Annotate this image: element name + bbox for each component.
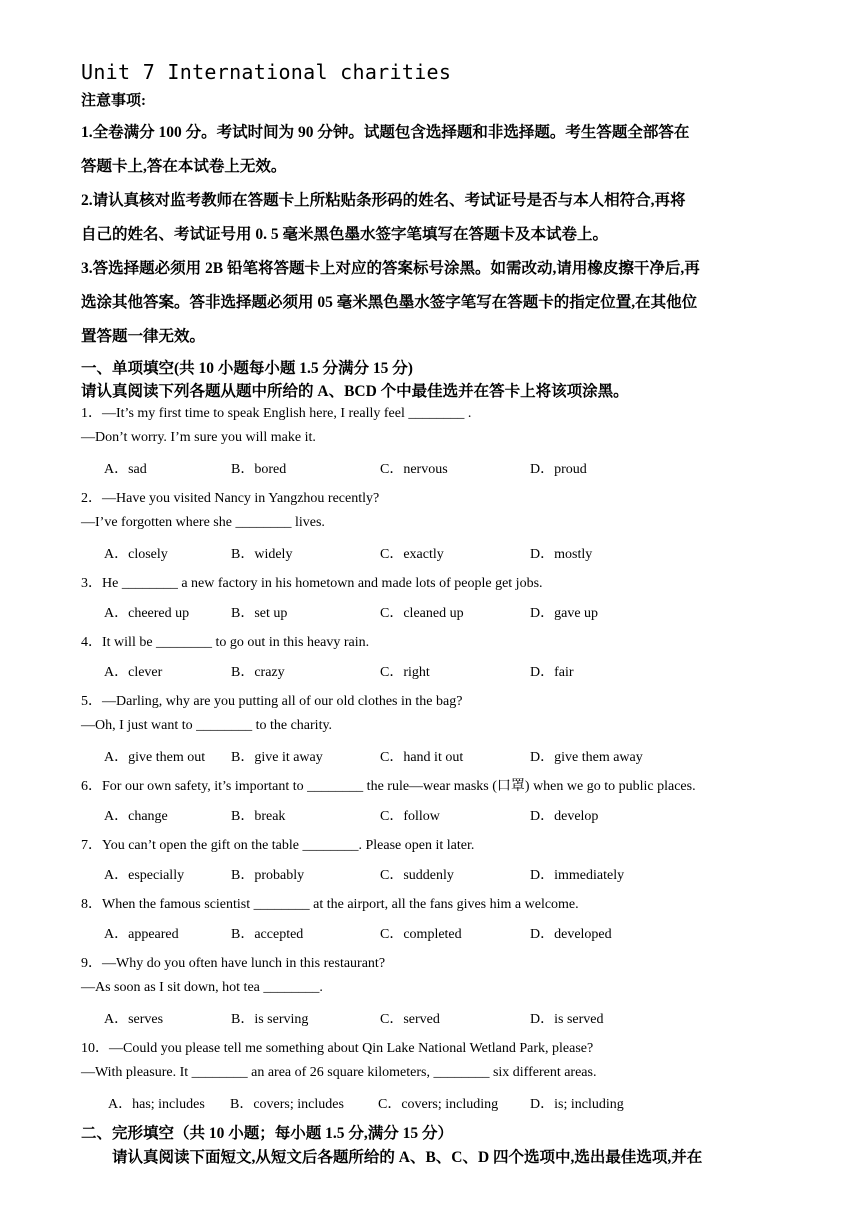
question-options xyxy=(104,543,804,561)
question-stem: 4．It will be ________ to go out in this heavy rain. xyxy=(81,635,370,650)
notice-line: 2.请认真核对监考教师在答题卡上所粘贴条形码的姓名、考试证号是否与本人相符合,再将 xyxy=(81,192,686,209)
option-b: B．widely xyxy=(231,547,293,562)
option-d: D．mostly xyxy=(530,547,593,562)
option-d: D．is; including xyxy=(530,1097,624,1112)
option-a: A．especially xyxy=(104,868,185,883)
question-options xyxy=(104,602,804,620)
option-c: C．right xyxy=(380,665,430,680)
question-stem: —Don’t worry. I’m sure you will make it. xyxy=(81,430,316,445)
question-stem: 9．—Why do you often have lunch in this restaurant? xyxy=(81,956,386,971)
notice-line: 自己的姓名、考试证号用 0. 5 毫米黑色墨水签字笔填写在答题卡及本试卷上。 xyxy=(81,226,609,243)
notice-line: 选涂其他答案。答非选择题必须用 05 毫米黑色墨水签字笔写在答题卡的指定位置,在其他位 xyxy=(81,294,698,311)
option-b: B．give it away xyxy=(231,750,323,765)
question-options xyxy=(104,458,804,476)
option-c: C．nervous xyxy=(380,462,448,477)
option-b: B．probably xyxy=(231,868,305,883)
page-title: Unit 7 International charities xyxy=(81,60,452,84)
question-stem: —With pleasure. It ________ an area of 26 square kilometers, ________ six different areas. xyxy=(81,1065,597,1080)
option-a: A．clever xyxy=(104,665,163,680)
option-b: B．is serving xyxy=(231,1012,309,1027)
question-stem: 7．You can’t open the gift on the table ________. Please open it later. xyxy=(81,838,475,853)
question-options xyxy=(104,661,804,679)
option-b: B．crazy xyxy=(231,665,285,680)
notice-heading: 注意事项: xyxy=(81,93,146,109)
section-2-instruction: 请认真阅读下面短文,从短文后各题所给的 A、B、C、D 四个选项中,选出最佳选项,并在 xyxy=(112,1149,703,1166)
question-options xyxy=(104,923,804,941)
question-options xyxy=(108,1093,808,1111)
option-c: C．cleaned up xyxy=(380,606,464,621)
option-d: D．gave up xyxy=(530,606,599,621)
option-c: C．suddenly xyxy=(380,868,454,883)
notice-line: 1.全卷满分 100 分。考试时间为 90 分钟。试题包含选择题和非选择题。考生答题全部答在 xyxy=(81,124,690,141)
option-b: B．break xyxy=(231,809,286,824)
question-stem: —Oh, I just want to ________ to the charity. xyxy=(81,718,333,733)
option-a: A．has; includes xyxy=(108,1097,205,1112)
notice-line: 答题卡上,答在本试卷上无效。 xyxy=(81,158,287,175)
section-1-title: 一、单项填空(共 10 小题每小题 1.5 分满分 15 分) xyxy=(81,360,413,377)
option-a: A．closely xyxy=(104,547,168,562)
section-2-title: 二、完形填空（共 10 小题；每小题 1.5 分,满分 15 分） xyxy=(81,1125,454,1142)
option-c: C．completed xyxy=(380,927,462,942)
option-a: A．change xyxy=(104,809,168,824)
question-stem: —I’ve forgotten where she ________ lives. xyxy=(81,515,325,530)
option-d: D．develop xyxy=(530,809,599,824)
option-c: C．follow xyxy=(380,809,440,824)
option-c: C．covers; including xyxy=(378,1097,499,1112)
section-1-instruction: 请认真阅读下列各题从题中所给的 A、BCD 个中最佳选并在答卡上将该项涂黑。 xyxy=(81,383,629,400)
question-stem: 10．—Could you please tell me something about Qin Lake National Wetland Park, please? xyxy=(81,1041,594,1056)
option-a: A．give them out xyxy=(104,750,206,765)
option-d: D．give them away xyxy=(530,750,643,765)
question-stem: 3．He ________ a new factory in his hometown and made lots of people get jobs. xyxy=(81,576,543,591)
option-d: D．developed xyxy=(530,927,612,942)
option-b: B．bored xyxy=(231,462,287,477)
option-c: C．hand it out xyxy=(380,750,464,765)
question-stem: 6．For our own safety, it’s important to ________ the rule—wear masks (口罩) when we go to public places. xyxy=(81,779,696,794)
option-a: A．serves xyxy=(104,1012,164,1027)
question-options xyxy=(104,864,804,882)
question-options xyxy=(104,746,804,764)
option-d: D．proud xyxy=(530,462,587,477)
option-c: C．exactly xyxy=(380,547,444,562)
question-options xyxy=(104,805,804,823)
option-b: B．covers; includes xyxy=(230,1097,344,1112)
option-b: B．accepted xyxy=(231,927,304,942)
question-stem: 2．—Have you visited Nancy in Yangzhou recently? xyxy=(81,491,380,506)
option-d: D．fair xyxy=(530,665,574,680)
question-options xyxy=(104,1008,804,1026)
option-a: A．appeared xyxy=(104,927,179,942)
question-stem: 1．—It’s my first time to speak English here, I really feel ________ . xyxy=(81,406,472,421)
option-a: A．sad xyxy=(104,462,147,477)
notice-line: 置答题一律无效。 xyxy=(81,328,206,345)
notice-line: 3.答选择题必须用 2B 铅笔将答题卡上对应的答案标号涂黑。如需改动,请用橡皮擦干净后,再 xyxy=(81,260,700,277)
option-c: C．served xyxy=(380,1012,440,1027)
question-stem: —As soon as I sit down, hot tea ________. xyxy=(81,980,323,995)
option-d: D．immediately xyxy=(530,868,625,883)
option-a: A．cheered up xyxy=(104,606,190,621)
option-b: B．set up xyxy=(231,606,288,621)
question-stem: 5．—Darling, why are you putting all of our old clothes in the bag? xyxy=(81,694,463,709)
option-d: D．is served xyxy=(530,1012,604,1027)
question-stem: 8．When the famous scientist ________ at the airport, all the fans gives him a welcome. xyxy=(81,897,579,912)
